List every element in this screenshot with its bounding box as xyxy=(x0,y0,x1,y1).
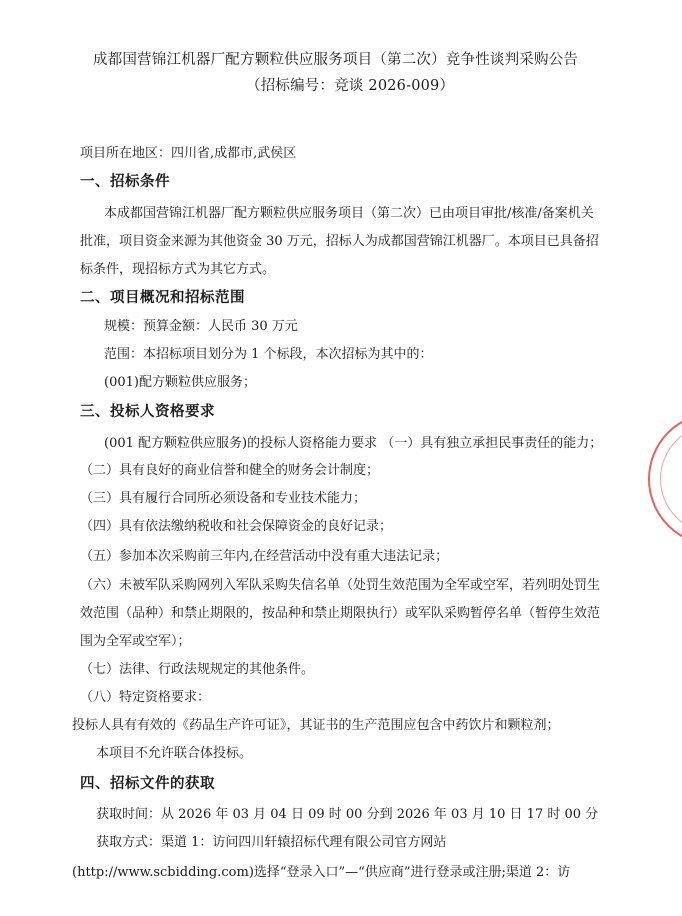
stamp-seal xyxy=(648,412,682,546)
section3-heading: 三、投标人资格要求 xyxy=(80,404,215,420)
qualification-item: （五）参加本次采购前三年内,在经营活动中没有重大违法记录； xyxy=(80,549,449,564)
section1-line: 本成都国营锦江机器厂配方颗粒供应服务项目（第二次）已由项目审批/核准/备案机关 xyxy=(104,206,594,221)
document-title-line1: 成都国营锦江机器厂配方颗粒供应服务项目（第二次）竞争性谈判采购公告 xyxy=(93,52,579,68)
section1-line: 批准，项目资金来源为其他资金 30 万元，招标人为成都国营锦江机器厂。本项目已具备招 xyxy=(80,234,599,249)
section4-time: 获取时间：从 2026 年 03 月 04 日 09 时 00 分到 2026 年 03 月 10 日 17 时 00 分 xyxy=(96,807,599,822)
project-location: 项目所在地区：四川省,成都市,武侯区 xyxy=(80,146,297,161)
section2-range: 范围：本招标项目划分为 1 个标段，本次招标为其中的： xyxy=(104,347,433,362)
section2-heading: 二、项目概况和招标范围 xyxy=(80,290,245,306)
qualification-item: 效范围（品种）和禁止期限的，按品种和禁止期限执行）或军队采购暂停名单（暂停生效范 xyxy=(80,606,601,621)
section1-line: 标条件，现招标方式为其它方式。 xyxy=(80,262,276,277)
section2-lot: (001)配方颗粒供应服务； xyxy=(104,375,256,390)
qualification-item: （三）具有履行合同所必须设备和专业技术能力； xyxy=(80,491,367,506)
section3-intro: (001 配方颗粒供应服务)的投标人资格能力要求 （一）具有独立承担民事责任的能力； xyxy=(104,436,603,451)
section1-heading: 一、招标条件 xyxy=(80,174,170,190)
section4-heading: 四、招标文件的获取 xyxy=(80,776,215,792)
qualification-item: （二）具有良好的商业信誉和健全的财务会计制度； xyxy=(80,463,380,478)
qualification-item: 本项目不允许联合体投标。 xyxy=(96,746,253,761)
section4-method-cont: (http://www.scbidding.com)选择“登录入口”—“供应商”进行登录或注册;渠道 2：访 xyxy=(72,865,571,880)
document-title-line2: （招标编号：竞谈 2026-009） xyxy=(246,78,455,94)
qualification-item: （四）具有依法缴纳税收和社会保障资金的良好记录； xyxy=(80,519,393,534)
qualification-item: 投标人具有有效的《药品生产许可证》，其证书的生产范围应包含中药饮片和颗粒剂； xyxy=(72,718,560,733)
section2-scale: 规模：预算金额：人民币 30 万元 xyxy=(104,319,298,334)
qualification-item: （六）未被军队采购网列入军队采购失信名单（处罚生效范围为全军或空军，若列明处罚生 xyxy=(80,578,601,593)
qualification-item: （七）法律、行政法规规定的其他条件。 xyxy=(80,662,315,677)
section4-method: 获取方式：渠道 1：访问四川轩辕招标代理有限公司官方网站 xyxy=(96,835,447,850)
qualification-item: （八）特定资格要求： xyxy=(80,690,211,705)
qualification-item: 围为全军或空军）； xyxy=(80,634,191,649)
